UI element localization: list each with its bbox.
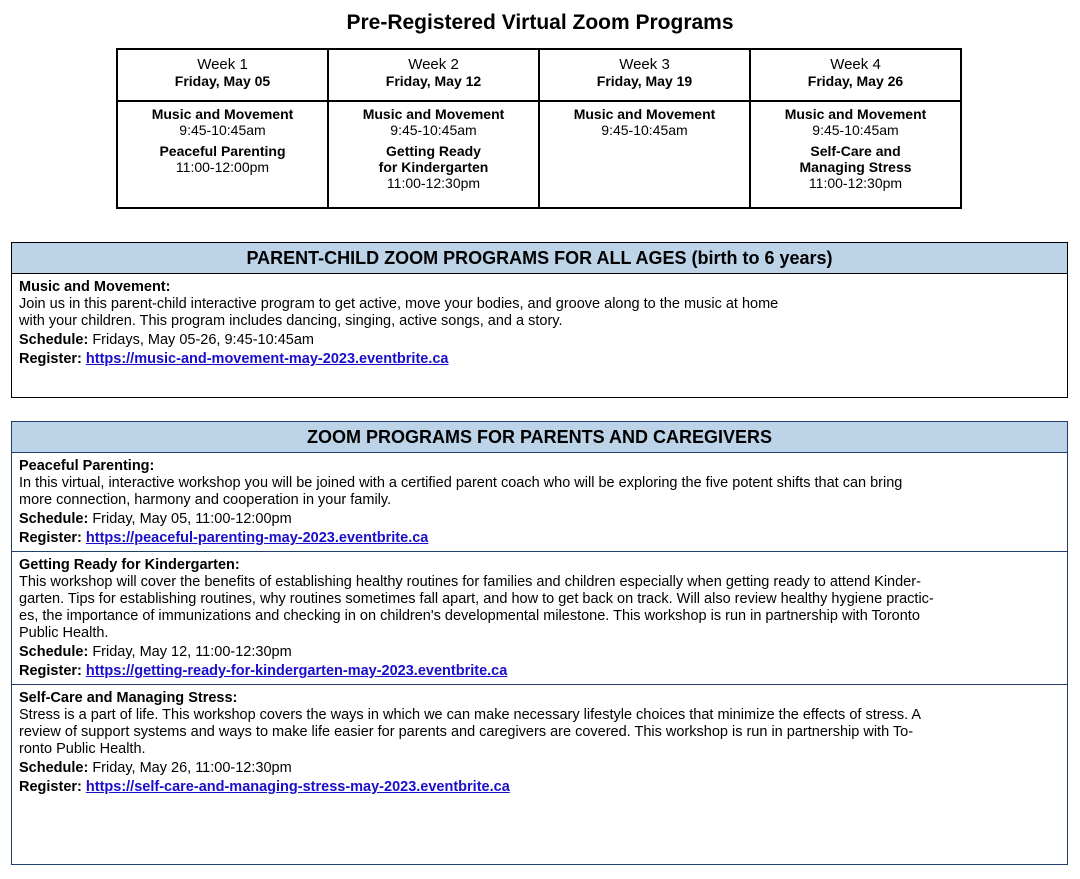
program-name: Music and Movement — [151, 106, 294, 122]
register-link[interactable]: https://self-care-and-managing-stress-may-2023.eventbrite.ca — [85, 779, 510, 795]
register-link[interactable]: https://getting-ready-for-kindergarten-may-2023.eventbrite.ca — [85, 663, 508, 679]
entry-title: Getting Ready for Kindergarten: — [19, 557, 240, 573]
schedule-label: Schedule: — [19, 332, 89, 348]
entry-description: with your children. This program includes dancing, singing, active songs, and a story. — [19, 313, 563, 329]
register-link[interactable]: https://music-and-movement-may-2023.eventbrite.ca — [85, 351, 449, 367]
program-name: for Kindergarten — [378, 159, 489, 175]
program-name: Music and Movement — [362, 106, 505, 122]
schedule-value: Friday, May 26, 11:00-12:30pm — [88, 760, 292, 776]
weekly-schedule-table — [116, 48, 962, 209]
week-4-header — [750, 49, 961, 101]
entry-description: Public Health. — [19, 625, 109, 641]
schedule-value: Fridays, May 05-26, 9:45-10:45am — [88, 332, 314, 348]
register-line — [19, 351, 1060, 368]
program-time: 11:00-12:30pm — [386, 175, 481, 191]
entry-title: Self-Care and Managing Stress: — [19, 690, 238, 706]
program-time: 11:00-12:30pm — [808, 175, 903, 191]
week-1-programs — [117, 101, 328, 208]
entry-description: Stress is a part of life. This workshop covers the ways in which we can make necessary lifestyle choices that minimize the effects of stress. A — [19, 707, 922, 723]
schedule-body-row — [117, 101, 961, 208]
program-name: Music and Movement — [784, 106, 927, 122]
entry-description: In this virtual, interactive workshop you will be joined with a certified parent coach who will be exploring the five potent shifts that can bring — [19, 475, 903, 491]
register-line — [19, 663, 1060, 680]
register-label: Register: — [19, 779, 82, 795]
program-name: Getting Ready — [386, 143, 481, 159]
week-2-header — [328, 49, 539, 101]
schedule-line — [19, 511, 1060, 528]
week-date: Friday, May 05 — [174, 73, 271, 89]
register-label: Register: — [19, 351, 82, 367]
entry-description: es, the importance of immunizations and checking in on children's developmental milestone. This workshop is run in partnership with Toronto — [19, 608, 920, 624]
week-1-header — [117, 49, 328, 101]
program-entry-music-and-movement — [12, 274, 1067, 372]
program-entry-self-care-and-managing-stress — [12, 684, 1067, 800]
week-label: Week 3 — [619, 56, 670, 73]
section-header: PARENT-CHILD ZOOM PROGRAMS FOR ALL AGES (birth to 6 years) — [12, 243, 1067, 274]
program-entry-getting-ready-for-kindergarten — [12, 551, 1067, 684]
entry-title: Music and Movement: — [19, 279, 171, 295]
schedule-value: Friday, May 12, 11:00-12:30pm — [88, 644, 292, 660]
register-line — [19, 779, 1060, 796]
schedule-value: Friday, May 05, 11:00-12:00pm — [88, 511, 292, 527]
week-date: Friday, May 26 — [807, 73, 904, 89]
program-time: 9:45-10:45am — [179, 122, 266, 138]
schedule-header-row — [117, 49, 961, 101]
schedule-line — [19, 760, 1060, 777]
page-title: Pre-Registered Virtual Zoom Programs — [346, 11, 734, 34]
week-3-programs — [539, 101, 750, 208]
program-entry-peaceful-parenting — [12, 453, 1067, 551]
entry-title: Peaceful Parenting: — [19, 458, 155, 474]
program-name: Peaceful Parenting — [159, 143, 286, 159]
register-label: Register: — [19, 663, 82, 679]
week-label: Week 4 — [830, 56, 881, 73]
program-name: Self-Care and — [810, 143, 901, 159]
register-link[interactable]: https://peaceful-parenting-may-2023.eventbrite.ca — [85, 530, 429, 546]
schedule-line — [19, 644, 1060, 661]
register-line — [19, 530, 1060, 547]
week-label: Week 1 — [197, 56, 248, 73]
schedule-label: Schedule: — [19, 644, 89, 660]
schedule-label: Schedule: — [19, 760, 89, 776]
entry-description: ronto Public Health. — [19, 741, 146, 757]
entry-description: more connection, harmony and cooperation in your family. — [19, 492, 392, 508]
program-name: Music and Movement — [573, 106, 716, 122]
entry-description: review of support systems and ways to make life easier for parents and caregivers are covered. This workshop is run in partnership with To- — [19, 724, 914, 740]
register-label: Register: — [19, 530, 82, 546]
week-4-programs — [750, 101, 961, 208]
program-time: 11:00-12:00pm — [175, 159, 270, 175]
schedule-label: Schedule: — [19, 511, 89, 527]
week-label: Week 2 — [408, 56, 459, 73]
program-name: Managing Stress — [799, 159, 912, 175]
week-date: Friday, May 19 — [596, 73, 693, 89]
parent-child-section — [11, 242, 1068, 398]
week-3-header — [539, 49, 750, 101]
program-time: 9:45-10:45am — [601, 122, 688, 138]
entry-description: This workshop will cover the benefits of establishing healthy routines for families and children especially when getting ready to attend Kinder- — [19, 574, 921, 590]
entry-description: garten. Tips for establishing routines, why routines sometimes fall apart, and how to get back on track. Will also review healthy hygiene practic- — [19, 591, 934, 607]
week-date: Friday, May 12 — [385, 73, 482, 89]
program-time: 9:45-10:45am — [390, 122, 477, 138]
week-2-programs — [328, 101, 539, 208]
section-header: ZOOM PROGRAMS FOR PARENTS AND CAREGIVERS — [12, 422, 1067, 453]
program-time: 9:45-10:45am — [812, 122, 899, 138]
schedule-line — [19, 332, 1060, 349]
parents-caregivers-section — [11, 421, 1068, 865]
entry-description: Join us in this parent-child interactive program to get active, move your bodies, and groove along to the music at home — [19, 296, 779, 312]
